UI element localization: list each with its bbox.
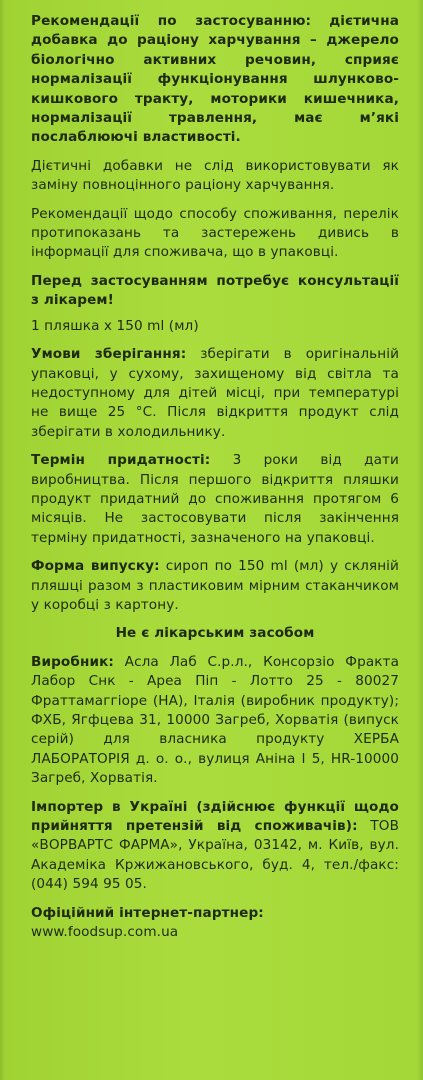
storage-text: зберігати в оригінальній упаковці, у сухому, захищеному від світла та недоступному для дітей місці, при температурі не вище 25 °С. Після відкриття продукт слід зберігати в холодильнику. (31, 346, 400, 440)
manufacturer-label: Виробник: (31, 653, 114, 670)
package-count: 1 пляшка х 150 ml (мл) (31, 317, 199, 334)
release-form-paragraph (31, 557, 399, 615)
recommendations-label: Рекомендації по застосуванню: (31, 13, 312, 29)
usage-info: Рекомендації щодо способу споживання, перелік протипоказань та застережень дивись в інформації для споживача, що в упаковці. (31, 205, 399, 261)
release-form-label: Форма випуску: (31, 558, 160, 575)
storage-label: Умови зберігання: (31, 346, 187, 363)
recommendations-text: дієтична добавка до раціону харчування – джерело біологічно активних речовин, сприяє нормалізації функціонування шлунково-кишкового тракту, моторики кишечника, нормалізації травлення, має м’які послаблюючі властивості. (31, 13, 400, 146)
partner-label: Офіційний інтернет-партнер: (31, 904, 264, 921)
consult-warning: Перед застосуванням потребує консультації з лікарем! (31, 272, 399, 309)
manufacturer-paragraph (31, 653, 399, 789)
package-right-edge (417, 0, 423, 1080)
recommendations-paragraph (31, 12, 399, 148)
partner-paragraph (31, 904, 399, 943)
shelf-life-paragraph (31, 451, 399, 548)
partner-url: www.foodsup.com.ua (31, 924, 179, 941)
shelf-life-label: Термін придатності: (31, 452, 211, 469)
shelf-life-text: 3 роки від дати виробництва. Після першого відкриття пляшки продукт придатний до споживання протягом 6 місяців. Не застосовувати після закінчення терміну придатності, зазначеного на упаковці. (31, 452, 399, 546)
package-left-edge (0, 0, 5, 1080)
importer-paragraph (31, 798, 399, 895)
replacement-warning: Дієтичні добавки не слід використовувати як заміну повноцінного раціону харчування. (31, 157, 399, 194)
manufacturer-text: Асла Лаб С.р.л., Консорзіо Фракта Лабор Снк - Ареа Піп - Лотто 25 - 80027 Фраттамаггіоре (НА), Італія (виробник продукту); ФХБ, Ягфцева 31, 10000 Загреб, Хорватія (випуск серій) для власника продукту ХЕРБА ЛАБОРАТОРІЯ д. о. о., вулиця Аніна І 5, HR-10000 Загреб, Хорватія. (31, 653, 400, 787)
not-medicine-notice: Не є лікарським засобом (115, 625, 315, 642)
importer-text: ТОВ «ВОРВАРТС ФАРМА», Україна, 03142, м. Київ, вул. Академіка Кржижановського, буд. 4, тел./факс: (044) 594 95 05. (31, 818, 400, 893)
storage-paragraph (31, 345, 399, 442)
importer-label: Імпортер в Україні (здійснює функції щодо прийняття претензій від споживачів): (31, 798, 399, 835)
release-form-text: сироп по 150 ml (мл) у скляній пляшці разом з пластиковим мірним стаканчиком у коробці з картону. (31, 558, 399, 613)
